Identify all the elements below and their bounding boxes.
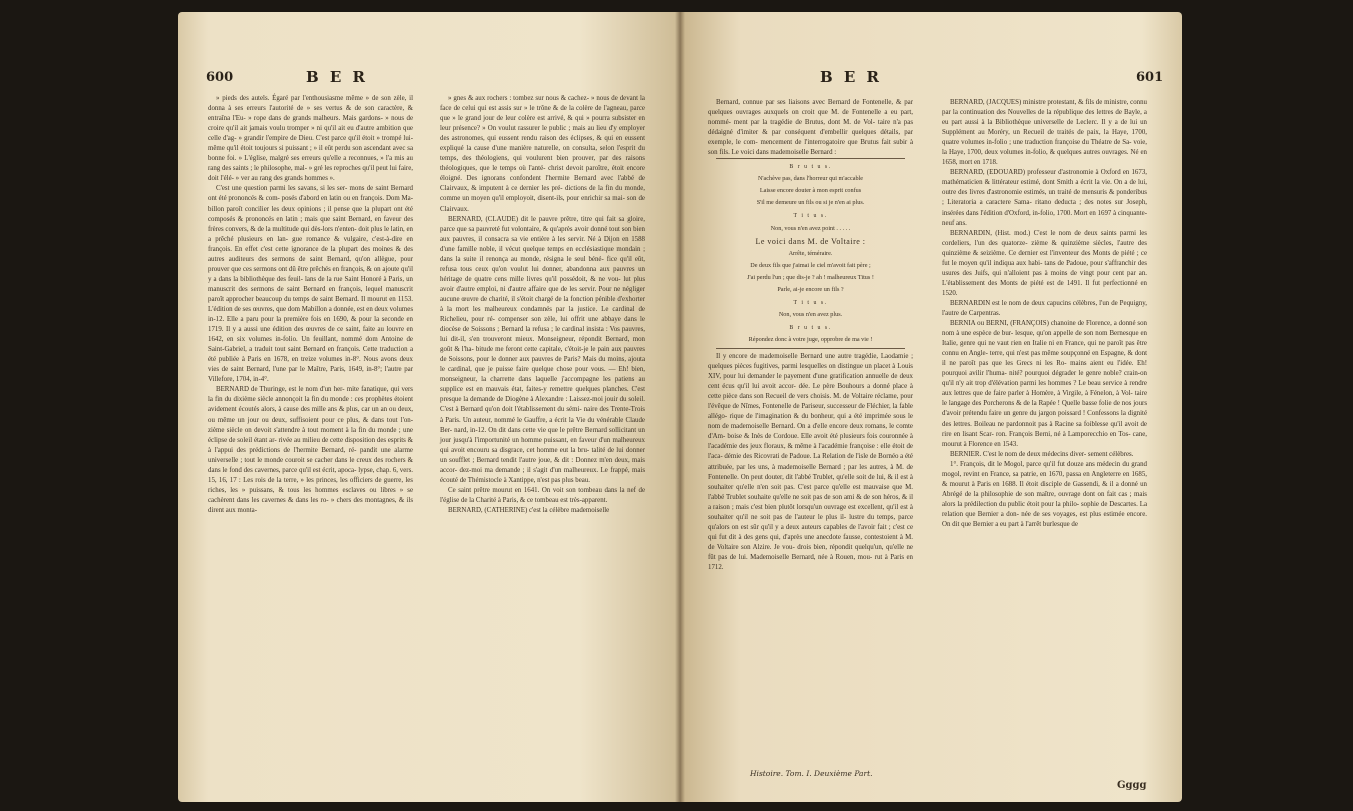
speaker: T i t u s. (793, 213, 828, 220)
section-intro: Le voici dans M. de Voltaire : (755, 236, 866, 246)
verse-line: Répondez donc à votre juge, opprobre de ma vie ! (748, 335, 873, 343)
paragraph: BERNARD, (EDOUARD) professeur d'astronomie à Oxford en 1673, mathématicien & littérateur estimé, dont Smith a écrit la vie. On a de lui, outre des livres d'astronomie estimés, un traité de mensuris & ponderibus ; Literatoria a caractere Sama- ritano deducta ; des notes sur Joseph, insérées dans l'édition d'Oxford, in-folio, 1700. Mort en 1697 à cinquante-neuf ans. (942, 169, 1147, 227)
speaker: T i t u s. (793, 299, 828, 306)
verse-line: Non, vous n'en avez plus. (778, 310, 843, 318)
paragraph: Il y encore de mademoiselle Bernard une autre tragédie, Laodamie ; quelques pièces fugitives, parmi lesquelles on distingue un placet à Louis XIV, pour lui demander le payement d'une gratification annuelle de deux cent écus qu'il lui avoit accor- dée. Le père Bouhours a donné place à cette pièce dans son Recueil de vers choisis. M. de Voltaire réclame, pour l'évêque de Nîmes, Fontenelle de Pariseur, successeur de Fléchier, la fable allégo- rique de l'imagination & du bonheur, qui a été imprimée sous le nom de mademoiselle Bernard. On a d'elle encore deux romans, le comte d'Am- boise & Inès de Cordoue. Elle avoit été plusieurs fois couronnée à l'académie des jeux floraux, & même à l'académie françoise : elle étoit de l'aca- démie des Ricovrati de Padoue. La Relation de l'isle de Bornéo a été attribuée, par les uns, à mademoiselle Bernard ; par les autres, à M. de Fontenelle. On peut douter, dit l'abbé Trublet, qu'elle soit de lui, & il est à souhaiter qu'elle n'en soit pas. C'est parce qu'elle est mauvaise que M. l'abbé Trublet souhaite qu'elle ne soit pas de son ami & de son héros, & il a raison ; mais c'est bien plutôt lorsqu'un ouvrage est excellent, qu'il est à souhaiter qu'il ne soit pas de l'auteur le plus il- lustre du temps, parce qu'alors on est sûr qu'il y a deux auteurs capables de l'avoir fait ; c'est ce qui fut dit à des gens qui, d'après une anecdote fausse, contestoient à M. de Voltaire son Alzire. Je vou- drois bien, répondit quelqu'un, qu'elle ne fût pas de lui. Mademoiselle Bernard, née à Rouen, mou- rut à Paris en 1712. (708, 352, 913, 571)
paragraph: BERNIA ou BERNI, (FRANÇOIS) chanoine de Florence, a donné son nom à une espèce de bur- lesque, qu'on appelle de son nom Bernesque en Italie, genre qui ne vaut rien en Italie ni en France, qui ne paroît pas être connu en Angle- terre, qui n'est pas même soupçonné en Espagne, & dont il ne paroît pas que les Grecs ni les Ro- mains aient eu l'idée. Eh! pourquoi avilir l'huma- nité? pourquoi dégrader le genre noble? crain-on qu'il n'y ait trop d'élévation parmi les hommes ? Le beau service à rendre aux lettres que de faire parler à Homère, à Virgile, à Fénelon, à Vol- taire le langage des Porcherons & de la Rapée ! Quelle basse folie de nos jours d'avoir prétendu faire un genre du jargon poissard ! Confessons la dignité des lettres. Boileau ne pardonnoit pas à Racine sa foiblesse qu'il avoit de rire en lisant Scar- ron. François Berni, né à Lamporecchio en Tos- cane, mourut à Florence en 1543. (942, 320, 1147, 448)
paragraph: C'est une question parmi les savans, si les ser- mons de saint Bernard ont été prononcés & com- posés d'abord en latin ou en françois. Dom Ma- billon paroît concilier les deux opinions ; il pense que la plupart ont été composés & prononcés en latin ; mais que saint Bernard, en faveur des frères convers, & de la multitude qui dès-lors n'enten- doit plus le latin, en a prêché plusieurs en lan- gue romance & vulgaire, c'est-à-dire en françois. En effet c'est cette ignorance de la plupart des moines & des autres auditeurs des sermons de saint Bernard, qu'on allègue, pour prouver que ces sermons ont dû être prêchés en françois, & on ajoute qu'il y a dans la bibliothèque des feuil- lans de la rue Saint Honoré à Paris, un manuscrit des sermons de saint Bernard en françois, lequel manuscrit paroît approcher beaucoup du temps de saint Bernard. Il mourut en 1153. L'édition de ses œuvres, que dom Mabillon a donnée, est en deux volumes in-12. Elle a paru pour la première fois en 1690, & pour la seconde en 1719. Il y a aussi une édition des œuvres de ce saint, faite au louvre en 1642, en six volumes in-folio. Un feuillant, nommé dom Antoine de Saint-Gabriel, a traduit tout saint Bernard en françois. Cette traduction a été publiée à Paris en 1678, en treize volumes in-8°. Nous avons deux vies de saint Bernard, l'une par le Maître, Paris, 1649, in-8°; l'autre par Villefore, 1704, in-4°. (208, 185, 413, 384)
page-number: 600 (206, 70, 234, 85)
paragraph: BERNARD, (CLAUDE) dit le pauvre prêtre, titre qui fait sa gloire, parce que sa pauvreté fut volontaire, & qu'après avoir donné tout son bien aux pauvres, il consacra sa vie entière à les servir. Né à Dijon en 1588 d'une famille noble, il vécut quelque temps en ecclésiastique mondain ; dans la suite il renonça au monde, résigna le seul béné- fice qu'il eût, refusa tous ceux qu'on voulut lui donner, abandonna aux pauvres un héritage de quatre cens mille livres qu'il possédoit, & ne vou- lut plus avoir d'autre emploi, ni d'autre affaire que de les servir. Pour ne négliger aucune œuvre de charité, il s'étoit chargé de la fonction pénible d'exhorter à la mort les malheureux condamnés par la justice. Le cardinal de Richelieu, pour ré- compenser son zèle, lui offrit une abbaye dans le diocèse de Soissons ; Bernard la refusa ; le cardinal insista : Vos pauvres, lui dit-il, s'en trouveront mieux. Monseigneur, répondit Bernard, mon goût & l'ha- bitude me feront cette capitale, c'étoit-je le pain aux pauvres de Soissons, pour le donner aux pauvres de Paris? Mais du moins, ajouta le cardinal, que je puisse faire quelque chose pour vous. — Eh! bien, monseigneur, la charrette dans laquelle j'accompagne les patiens au supplice est en mauvais état, faites-y remettre quelques planches. C'est presque la demande de Diogène à Alexandre : Laissez-moi jouir du soleil. C'est à Bernard qu'on doit l'établissement du sémi- naire des Trente-Trois à Paris. Un auteur, nommé le Gauffre, a écrit la Vie du vénérable Claude Ber- nard, in-12. On dit dans cette vie que le prêtre Bernard sollicitant un jour jusqu'à l'importunité un homme puissant, en faveur d'un malheureux qui avoit encouru sa disgrace, cet homme eut la bru- talité de lui donner un soufflet ; Bernard tendit l'autre joue, & dit : Donnez m'en deux, mais accor- dez-moi ma demande ; il s'agit d'un malheureux. Le frappé, mais écouté de Thémistocle à Xantippe, n'est pas plus beau. (440, 215, 645, 484)
footer-note: Histoire. Tom. I. Deuxième Part. (750, 769, 873, 778)
running-header: B E R (820, 68, 883, 86)
paragraph: BERNARDIN est le nom de deux capucins célèbres, l'un de Pequigny, l'autre de Carpentras. (942, 299, 1147, 317)
paragraph: BERNARDIN, (Hist. mod.) C'est le nom de deux saints parmi les cordeliers, l'un des quatorze- zième & quinzième siècles, l'autre des quinzième & seizième. Ce dernier est l'inventeur des Monts de piété ; ce fut le moyen qu'il indiqua aux habi- tans de Padoue, pour s'affranchir des usures des Juifs, qui n'alloient pas à moins de vingt pour cent par an. L'établissement des Monts de piété est de 1491. Il fut perfectionné en 1520. (942, 229, 1147, 297)
right-page (680, 12, 1182, 802)
verse-line: J'ai perdu l'un ; que dis-je ? ah ! malheureux Titus ! (747, 273, 874, 281)
verse-line: Parle, ai-je encore un fils ? (777, 285, 844, 293)
speaker: B r u t u s. (789, 164, 832, 171)
signature-mark: Gggg (1117, 780, 1147, 791)
divider (716, 158, 905, 159)
right-column-1 (708, 98, 913, 573)
paragraph: Bernard, connue par ses liaisons avec Bernard de Fontenelle, & par quelques ouvrages auxquels on croit que M. de Fontenelle a eu part, nommé- ment par la tragédie de Brutus, dont M. de Vol- taire n'a pas dédaigné d'imiter & par conséquent d'embellir quelques détails, par exemple, le com- mencement de l'interrogatoire que Brutus fait subir à son fils. Le voici dans mademoiselle Bernard : (708, 99, 913, 157)
left-column-2 (440, 94, 645, 516)
verse-line: De deux fils que j'aimai le ciel m'avoit fait père ; (750, 261, 871, 269)
left-column-1 (208, 94, 413, 516)
paragraph: » gnes & aux rochers : tombez sur nous & cachez- » nous de devant la face de celui qui est assis sur » le trône & de la colère de l'agneau, parce que » le grand jour de leur colère est arrivé, & qui » pourra subsister en leur présence? » On voulut rassurer le public ; mais au lieu d'y employer des astronomes, qui eussent rendu raison des éclipses, & qui en eussent expliqué la cause d'une manière naturelle, on consulta, selon l'esprit du temps, des théologiens, qui voulurent bien prouver, par des raisons théologiques, que le temps où l'anté- christ devoit paroître, étoit encore éloigné. Des ignorans confondent l'hermite Bernard avec l'abbé de Clairvaux, & imputent à ce dernier les pré- dictions de la fin du monde, comme un moyen qu'il employoit, disent-ils, pour enrichir sa mai- son de Clairvaux. (440, 95, 645, 213)
paragraph: 1°. François, dit le Mogol, parce qu'il fut douze ans médecin du grand mogol, revint en France, sa patrie, en 1670, passa en Angleterre en 1685, & mourut à Paris en 1688. Il étoit disciple de Gassendi, & il a donné un Abrégé de la philosophie de son maître, ouvrage dont on fait cas ; mais alors la prédilection du public étoit pour la philo- sophie de Descartes. La relation que Bernier a don- née de ses voyages, est plus estimée encore. On dit que Bernier a eu part à l'arrêt burlesque de (942, 460, 1147, 528)
verse-line: N'achève pas, dans l'horreur qui m'accable (757, 175, 864, 183)
paragraph: BERNARD de Thuringe, est le nom d'un her- mite fanatique, qui vers la fin du dixième siècle annonçoit la fin du monde : ces prophètes étoient avidement écoutés alors, à cause des mille ans & plus, car un an ou deux, ou même un jour ou deux, suffisoient pour ce plus, & dans tout l'on- zième siècle on devoit s'attendre à tout moment à la fin du monde ; une éclipse de soleil étant ar- rivée au milieu de cette disposition des esprits & à l'appui des prédictions de l'hermite Bernard, ré- pandit une alarme universelle ; tout le monde couroit se cacher dans le creux des rochers & dans le fond des cavernes, parce qu'il est écrit, apoca- lypse, chap. 6, vers. 15, 16, 17 : Les rois de la terre, » les princes, les officiers de guerre, les riches, les » puissans, & tous les hommes esclaves ou libres » se cachèrent dans les cavernes & dans les ro- » chers des montagnes, & ils dirent aux monta- (208, 386, 413, 514)
page-number: 601 (1136, 70, 1164, 85)
open-book (178, 12, 1182, 802)
right-column-2 (942, 98, 1147, 530)
speaker: B r u t u s. (789, 324, 832, 331)
verse-line: Laisse encore douter à mon esprit confus (759, 187, 862, 195)
running-header: B E R (306, 68, 369, 86)
left-page (178, 12, 680, 802)
book-spine (675, 12, 685, 802)
verse-line: Arrête, téméraire. (788, 249, 833, 257)
paragraph: BERNIER. C'est le nom de deux médecins diver- sement célèbres. (950, 450, 1134, 458)
paragraph: Ce saint prêtre mourut en 1641. On voit son tombeau dans la nef de l'église de la Charité à Paris, & ce tombeau est très-apparent. (440, 486, 645, 504)
paragraph: BERNARD, (CATHERINE) c'est la célèbre mademoiselle (448, 506, 610, 514)
paragraph: BERNARD, (JACQUES) ministre protestant, & fils de ministre, connu par la continuation des Nouvelles de la république des lettres de Bayle, a eu part aussi à la Bibliothèque universelle de Leclerc. Il y a de lui un Supplément au Moréry, un Recueil de traités de paix, la Haye, 1700, quatre volumes in-folio ; une traduction françoise du Théatre de Sa- voie, la Haye, 1700, deux volumes in-folio, & quelques autres ouvrages. Né en 1658, mort en 1718. (942, 99, 1147, 167)
paragraph: » pieds des autels. Égaré par l'enthousiasme même » de son zèle, il donna à ses erreurs l'autorité de » ses vertus & de son caractère, & entraîna l'Eu- » rope dans de grands malheurs. Mais gardons- » nous de croire qu'il ait jamais voulu tromper » ni qu'il ait eu d'autre ambition que celle d'ag- » grandir l'empire de Dieu. C'est parce qu'il étoit » trompé lui-même qu'il étoit toujours si puissant ; » il eût perdu son ascendant avec sa bonne foi. » L'église, malgré ses erreurs qu'elle a reconnues, » l'a mis au rang des saints ; le philosophe, mal- » gré les reproches qu'il peut lui faire, doit l'élé- » ver au rang des grands hommes ». (208, 95, 413, 183)
verse-line: S'il me demeure un fils ou si je n'en ai plus. (756, 199, 865, 207)
divider (716, 348, 905, 349)
verse-line: Non, vous n'en avez point . . . . . (770, 224, 851, 232)
